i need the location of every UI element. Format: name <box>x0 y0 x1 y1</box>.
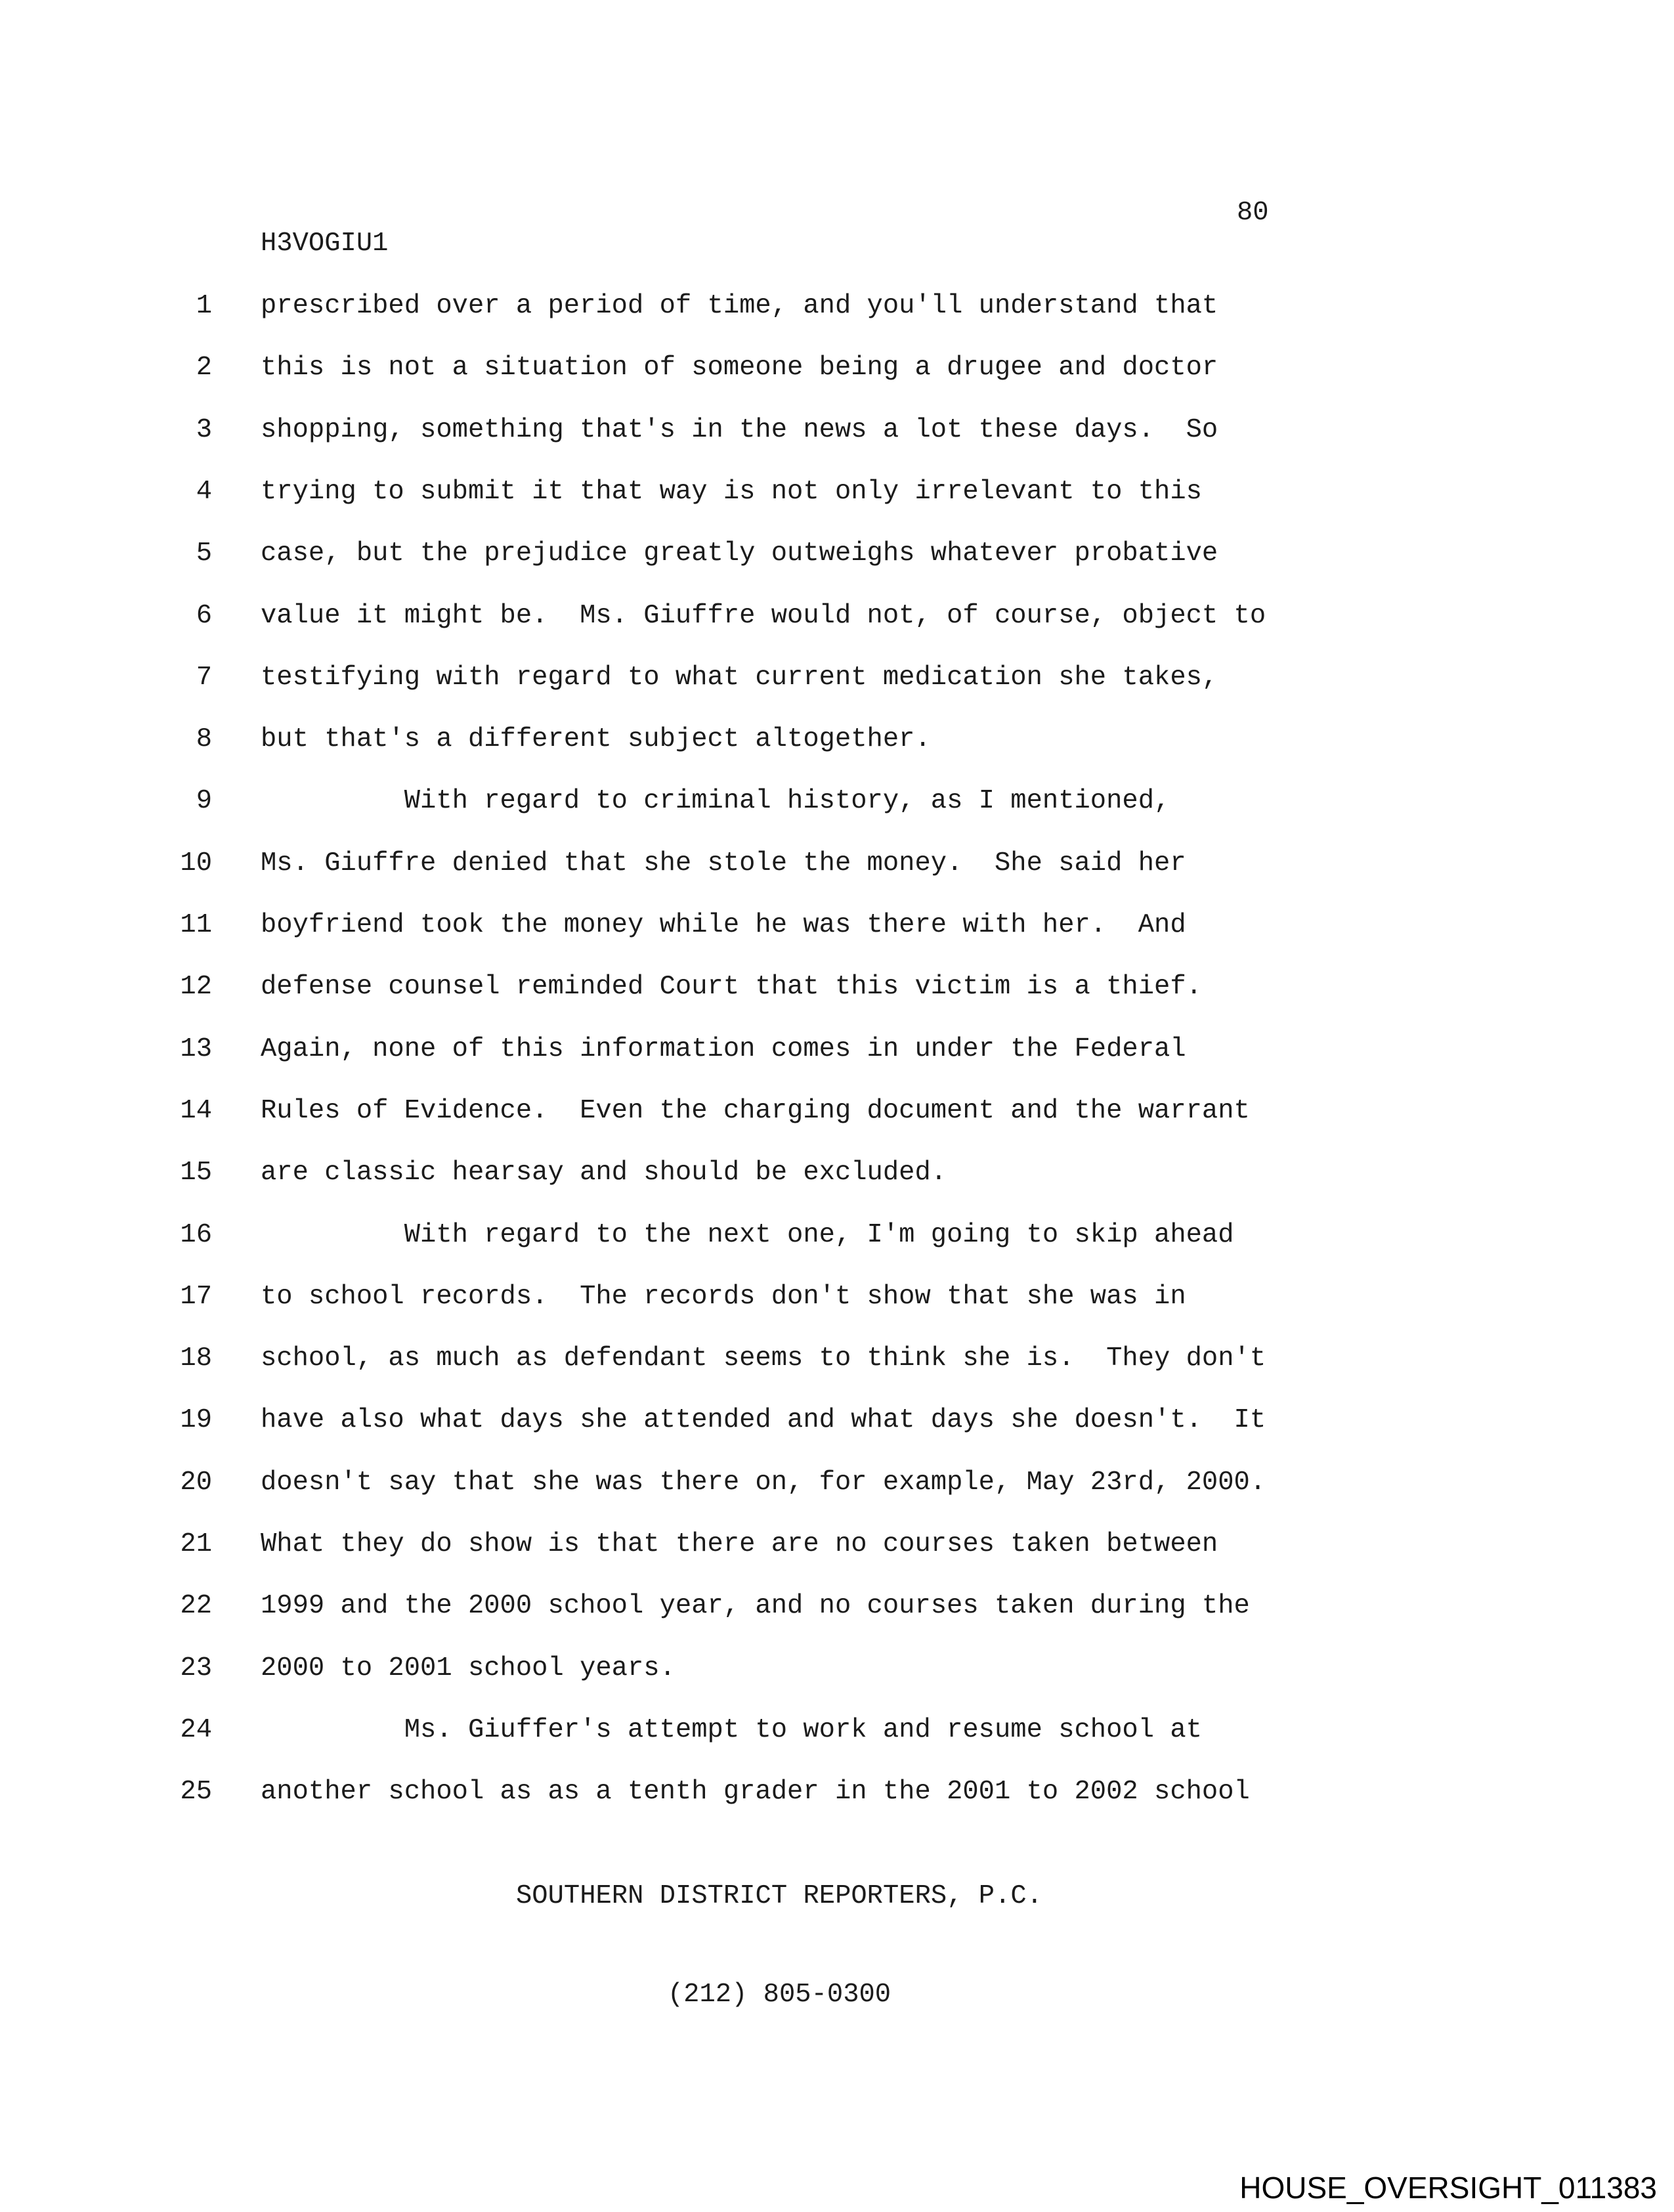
transcript-line <box>0 1653 1674 1693</box>
line-number: 11 <box>180 910 212 940</box>
line-number: 24 <box>180 1715 212 1745</box>
transcript-line <box>0 1529 1674 1569</box>
transcript-line <box>0 1282 1674 1321</box>
transcript-line <box>0 1220 1674 1259</box>
line-number: 2 <box>196 353 212 383</box>
line-text: Again, none of this information comes in under the Federal <box>261 1034 1186 1064</box>
line-text: case, but the prejudice greatly outweighs whatever probative <box>261 538 1218 569</box>
line-text: to school records. The records don't show that she was in <box>261 1282 1186 1312</box>
transcript-line <box>0 972 1674 1011</box>
transcript-session-code: H3VOGIU1 <box>261 228 389 259</box>
line-text: With regard to the next one, I'm going to skip ahead <box>261 1220 1234 1250</box>
line-text: have also what days she attended and what days she doesn't. It <box>261 1405 1266 1435</box>
transcript-line <box>0 910 1674 949</box>
line-text: boyfriend took the money while he was there with her. And <box>261 910 1186 940</box>
transcript-line <box>0 1467 1674 1507</box>
line-text: 1999 and the 2000 school year, and no courses taken during the <box>261 1591 1250 1621</box>
line-number: 22 <box>180 1591 212 1621</box>
transcript-line <box>0 786 1674 825</box>
line-number: 14 <box>180 1096 212 1126</box>
line-text: school, as much as defendant seems to think she is. They don't <box>261 1343 1266 1374</box>
transcript-line <box>0 1591 1674 1630</box>
transcript-line <box>0 1777 1674 1816</box>
transcript-line <box>0 724 1674 764</box>
transcript-line <box>0 1343 1674 1383</box>
line-text: but that's a different subject altogether. <box>261 724 931 754</box>
transcript-line <box>0 662 1674 702</box>
line-number: 18 <box>180 1343 212 1374</box>
transcript-line <box>0 291 1674 330</box>
line-text: this is not a situation of someone being a drugee and doctor <box>261 353 1218 383</box>
transcript-line <box>0 1034 1674 1073</box>
line-text: are classic hearsay and should be excluded. <box>261 1158 947 1188</box>
line-number: 13 <box>180 1034 212 1064</box>
reporter-name: SOUTHERN DISTRICT REPORTERS, P.C. <box>515 1881 1043 1911</box>
line-number: 8 <box>196 724 212 754</box>
line-number: 3 <box>196 415 212 445</box>
line-text: doesn't say that she was there on, for example, May 23rd, 2000. <box>261 1467 1266 1498</box>
page-number: 80 <box>1237 198 1269 228</box>
line-number: 9 <box>196 786 212 816</box>
line-number: 25 <box>180 1777 212 1807</box>
line-text: another school as as a tenth grader in the 2001 to 2002 school <box>261 1777 1250 1807</box>
line-number: 16 <box>180 1220 212 1250</box>
bates-stamp: HOUSE_OVERSIGHT_011383 <box>1239 2171 1657 2205</box>
transcript-line <box>0 538 1674 578</box>
line-number: 1 <box>196 291 212 321</box>
line-text: Rules of Evidence. Even the charging document and the warrant <box>261 1096 1250 1126</box>
line-number: 20 <box>180 1467 212 1498</box>
transcript-line <box>0 601 1674 640</box>
line-number: 21 <box>180 1529 212 1559</box>
line-text: testifying with regard to what current medication she takes, <box>261 662 1218 693</box>
line-number: 7 <box>196 662 212 693</box>
transcript-line <box>0 477 1674 516</box>
line-number: 5 <box>196 538 212 569</box>
transcript-line <box>0 1715 1674 1754</box>
reporter-phone: (212) 805-0300 <box>667 1980 891 2010</box>
line-text: 2000 to 2001 school years. <box>261 1653 676 1683</box>
line-text: Ms. Giuffer's attempt to work and resume school at <box>261 1715 1202 1745</box>
line-number: 6 <box>196 601 212 631</box>
line-number: 12 <box>180 972 212 1002</box>
line-text: trying to submit it that way is not only irrelevant to this <box>261 477 1202 507</box>
line-number: 4 <box>196 477 212 507</box>
transcript-line <box>0 415 1674 454</box>
line-text: With regard to criminal history, as I mentioned, <box>261 786 1170 816</box>
reporter-footer <box>261 1814 1298 2077</box>
line-text: defense counsel reminded Court that this victim is a thief. <box>261 972 1202 1002</box>
line-text: What they do show is that there are no courses taken between <box>261 1529 1218 1559</box>
transcript-line <box>0 1096 1674 1135</box>
line-text: value it might be. Ms. Giuffre would not, of course, object to <box>261 601 1266 631</box>
transcript-line <box>0 1405 1674 1444</box>
line-number: 23 <box>180 1653 212 1683</box>
transcript-line <box>0 353 1674 392</box>
line-number: 17 <box>180 1282 212 1312</box>
line-text: shopping, something that's in the news a lot these days. So <box>261 415 1218 445</box>
transcript-line <box>0 848 1674 888</box>
line-number: 15 <box>180 1158 212 1188</box>
transcript-line <box>0 1158 1674 1197</box>
line-text: prescribed over a period of time, and you'll understand that <box>261 291 1218 321</box>
line-number: 10 <box>180 848 212 878</box>
line-text: Ms. Giuffre denied that she stole the money. She said her <box>261 848 1186 878</box>
line-number: 19 <box>180 1405 212 1435</box>
